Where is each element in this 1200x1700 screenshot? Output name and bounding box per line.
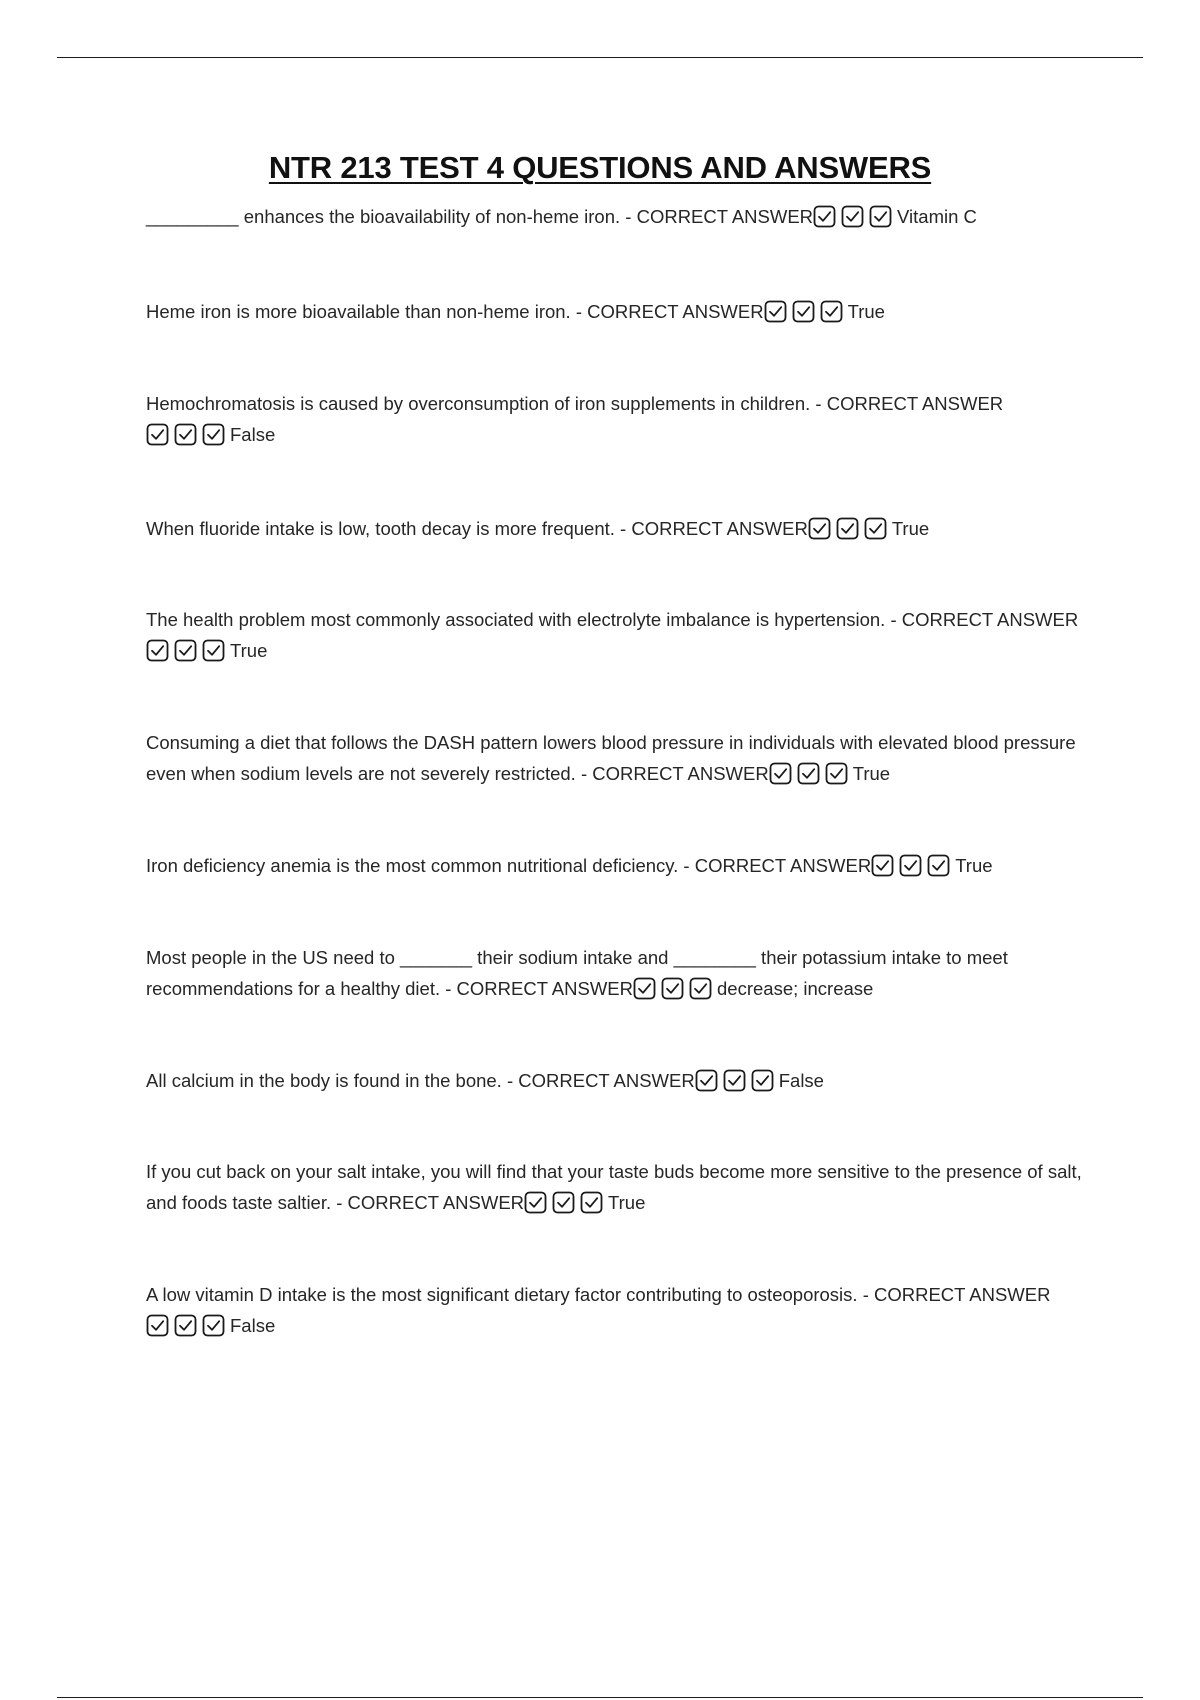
checked-box-icon [661, 977, 684, 1000]
checked-box-icon [202, 1314, 225, 1337]
question-text: If you cut back on your salt intake, you will find that your taste buds become more sensitive to the presence of salt, and foods taste saltier. - CORRECT ANSWER [146, 1161, 1082, 1213]
qa-item [146, 850, 1091, 881]
answer-text: True [847, 301, 885, 322]
checked-box-icon [633, 977, 656, 1000]
question-text: Hemochromatosis is caused by overconsumption of iron supplements in children. - CORRECT ANSWER [146, 393, 1004, 414]
answer-marker [871, 850, 992, 881]
answer-marker [524, 1187, 645, 1218]
checked-box-icon [808, 517, 831, 540]
answer-text: Vitamin C [897, 206, 977, 227]
answer-text: True [852, 763, 891, 784]
checked-box-icon [797, 762, 820, 785]
qa-item [146, 942, 1091, 1004]
answer-marker [813, 201, 977, 232]
checked-box-icon [174, 639, 197, 662]
answer-marker [146, 1310, 275, 1341]
checked-box-icon [580, 1191, 603, 1214]
checked-box-icon [764, 300, 787, 323]
top-rule [57, 57, 1143, 58]
answer-marker [764, 296, 885, 327]
qa-item [146, 604, 1091, 666]
checked-box-icon [524, 1191, 547, 1214]
answer-marker [633, 973, 873, 1004]
checked-box-icon [836, 517, 859, 540]
checked-box-icon [864, 517, 887, 540]
checked-box-icon [552, 1191, 575, 1214]
checked-box-icon [871, 854, 894, 877]
qa-item [146, 388, 1091, 450]
checked-box-icon [202, 423, 225, 446]
checked-box-icon [813, 205, 836, 228]
checked-box-icon [751, 1069, 774, 1092]
answer-marker [146, 419, 275, 450]
checked-box-icon [146, 639, 169, 662]
checked-box-icon [174, 1314, 197, 1337]
question-text: A low vitamin D intake is the most significant dietary factor contributing to osteoporosis. - CORRECT ANSWER [146, 1284, 1051, 1305]
checked-box-icon [769, 762, 792, 785]
checked-box-icon [869, 205, 892, 228]
bottom-rule [57, 1697, 1143, 1698]
question-text: All calcium in the body is found in the bone. - CORRECT ANSWER [146, 1070, 695, 1091]
answer-text: True [608, 1192, 646, 1213]
answer-text: True [230, 640, 268, 661]
answer-marker [769, 758, 890, 789]
question-text: Heme iron is more bioavailable than non-heme iron. - CORRECT ANSWER [146, 301, 764, 322]
qa-item [146, 727, 1091, 789]
checked-box-icon [174, 423, 197, 446]
qa-item [146, 1279, 1091, 1341]
checked-box-icon [820, 300, 843, 323]
question-text: Most people in the US need to _______ their sodium intake and ________ their potassium intake to meet recommendations for a healthy diet. - CORRECT ANSWER [146, 947, 1008, 999]
answer-text: False [230, 1315, 276, 1336]
qa-item [146, 296, 1091, 327]
document-title: NTR 213 TEST 4 QUESTIONS AND ANSWERS [268, 150, 932, 185]
answer-text: True [891, 518, 930, 539]
checked-box-icon [689, 977, 712, 1000]
answer-marker [146, 635, 267, 666]
answer-text: True [955, 855, 993, 876]
checked-box-icon [695, 1069, 718, 1092]
checked-box-icon [146, 423, 169, 446]
checked-box-icon [723, 1069, 746, 1092]
answer-text: decrease; increase [717, 978, 874, 999]
checked-box-icon [899, 854, 922, 877]
checked-box-icon [792, 300, 815, 323]
qa-item [146, 513, 1091, 544]
answer-text: False [778, 1070, 824, 1091]
qa-item [146, 201, 1091, 232]
qa-item [146, 1065, 1091, 1096]
question-text: Iron deficiency anemia is the most common nutritional deficiency. - CORRECT ANSWER [146, 855, 872, 876]
checked-box-icon [825, 762, 848, 785]
qa-item [146, 1156, 1091, 1218]
question-text: The health problem most commonly associated with electrolyte imbalance is hypertension. - CORRECT ANSWER [146, 609, 1079, 630]
answer-text: False [230, 424, 276, 445]
answer-marker [695, 1065, 824, 1096]
question-text: Consuming a diet that follows the DASH pattern lowers blood pressure in individuals with elevated blood pressure even when sodium levels are not severely restricted. - CORRECT ANSWER [146, 732, 1076, 784]
checked-box-icon [146, 1314, 169, 1337]
question-text: _________ enhances the bioavailability of non-heme iron. - CORRECT ANSWER [146, 206, 814, 227]
answer-marker [808, 513, 929, 544]
question-text: When fluoride intake is low, tooth decay is more frequent. - CORRECT ANSWER [146, 518, 808, 539]
checked-box-icon [202, 639, 225, 662]
checked-box-icon [841, 205, 864, 228]
checked-box-icon [927, 854, 950, 877]
